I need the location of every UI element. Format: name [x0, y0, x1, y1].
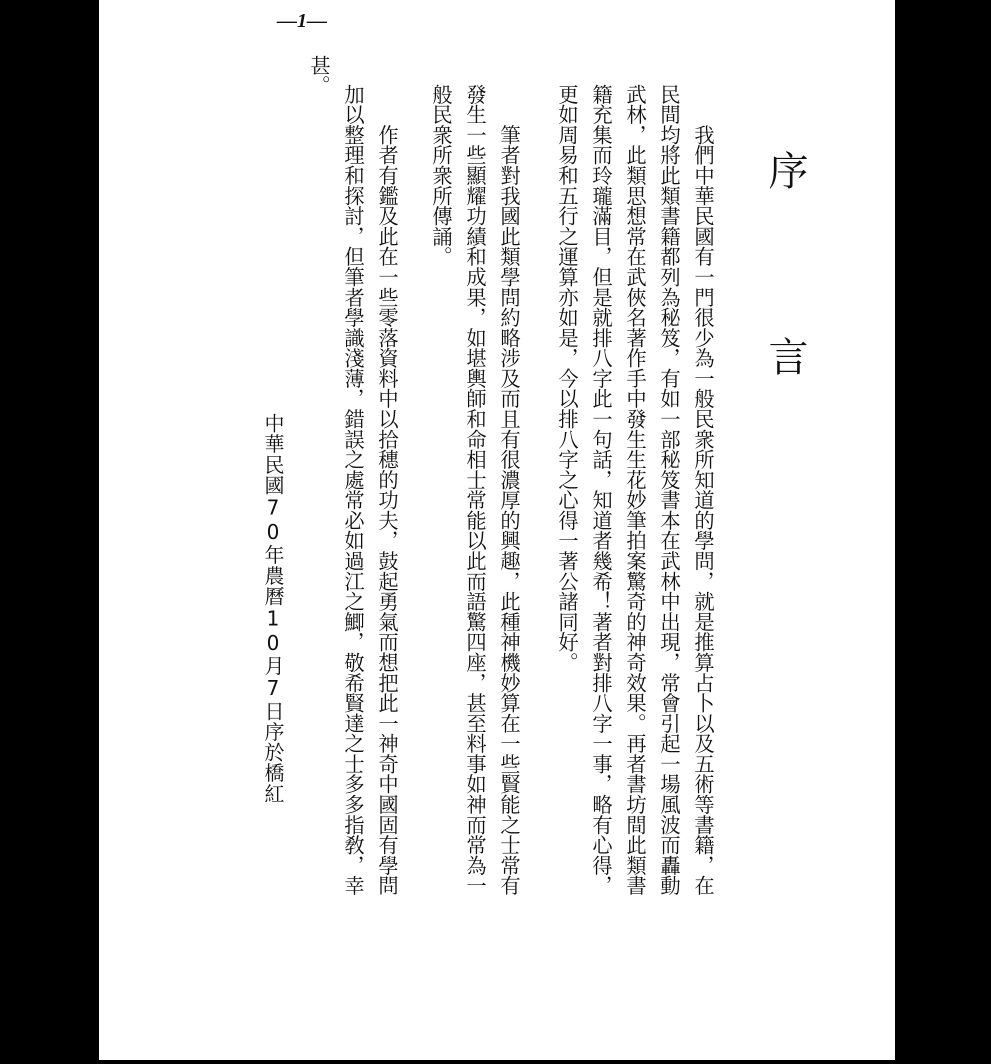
document-page [99, 0, 895, 1060]
text-column-3: 武林，此類思想常在武俠名著作手中發生生花妙筆拍案驚奇的神奇效果。再者書坊間此類書 [623, 84, 647, 896]
text-column-6: 筆者對我國此類學問約略涉及而且有很濃厚的興趣，此種神機妙算在一些賢能之士常有 [497, 84, 521, 896]
signature-date-line: 中華民國70年農曆10月7日序於橋紅 [261, 413, 285, 804]
text-column-1: 我們中華民國有一門很少為一般民衆所知道的學問，就是推算占卜以及五術等書籍，在 [691, 84, 715, 896]
text-column-11: 甚。 [307, 55, 331, 96]
text-column-2: 民間均將此類書籍都列為秘笈，有如一部秘笈書本在武林中出現，常會引起一場風波而轟動 [657, 84, 681, 896]
page-number: —1— [277, 10, 327, 32]
page-title: 序 言 [762, 150, 808, 426]
text-column-10: 加以整理和探討，但筆者學識淺薄，錯誤之處常必如過江之鯽，敬希賢達之士多多指敎，幸 [341, 84, 365, 896]
text-column-5: 更如周易和五行之運算亦如是，今以排八字之心得一著公諸同好。 [555, 84, 579, 673]
text-column-9: 作者有鑑及此在一些零落資料中以拾穗的功夫，鼓起勇氣而想把此一神奇中國固有學問 [375, 84, 399, 896]
text-column-7: 發生一些顯耀功績和成果，如堪輿師和命相士常能以此而語驚四座，甚至料事如神而常為一 [463, 84, 487, 896]
text-column-8: 般民衆所衆所傳誦。 [429, 84, 453, 267]
text-column-4: 籍充集而玲瓏滿目，但是就排八字此一句話，知道者幾希！著者對排八字一事，略有心得， [589, 84, 613, 896]
